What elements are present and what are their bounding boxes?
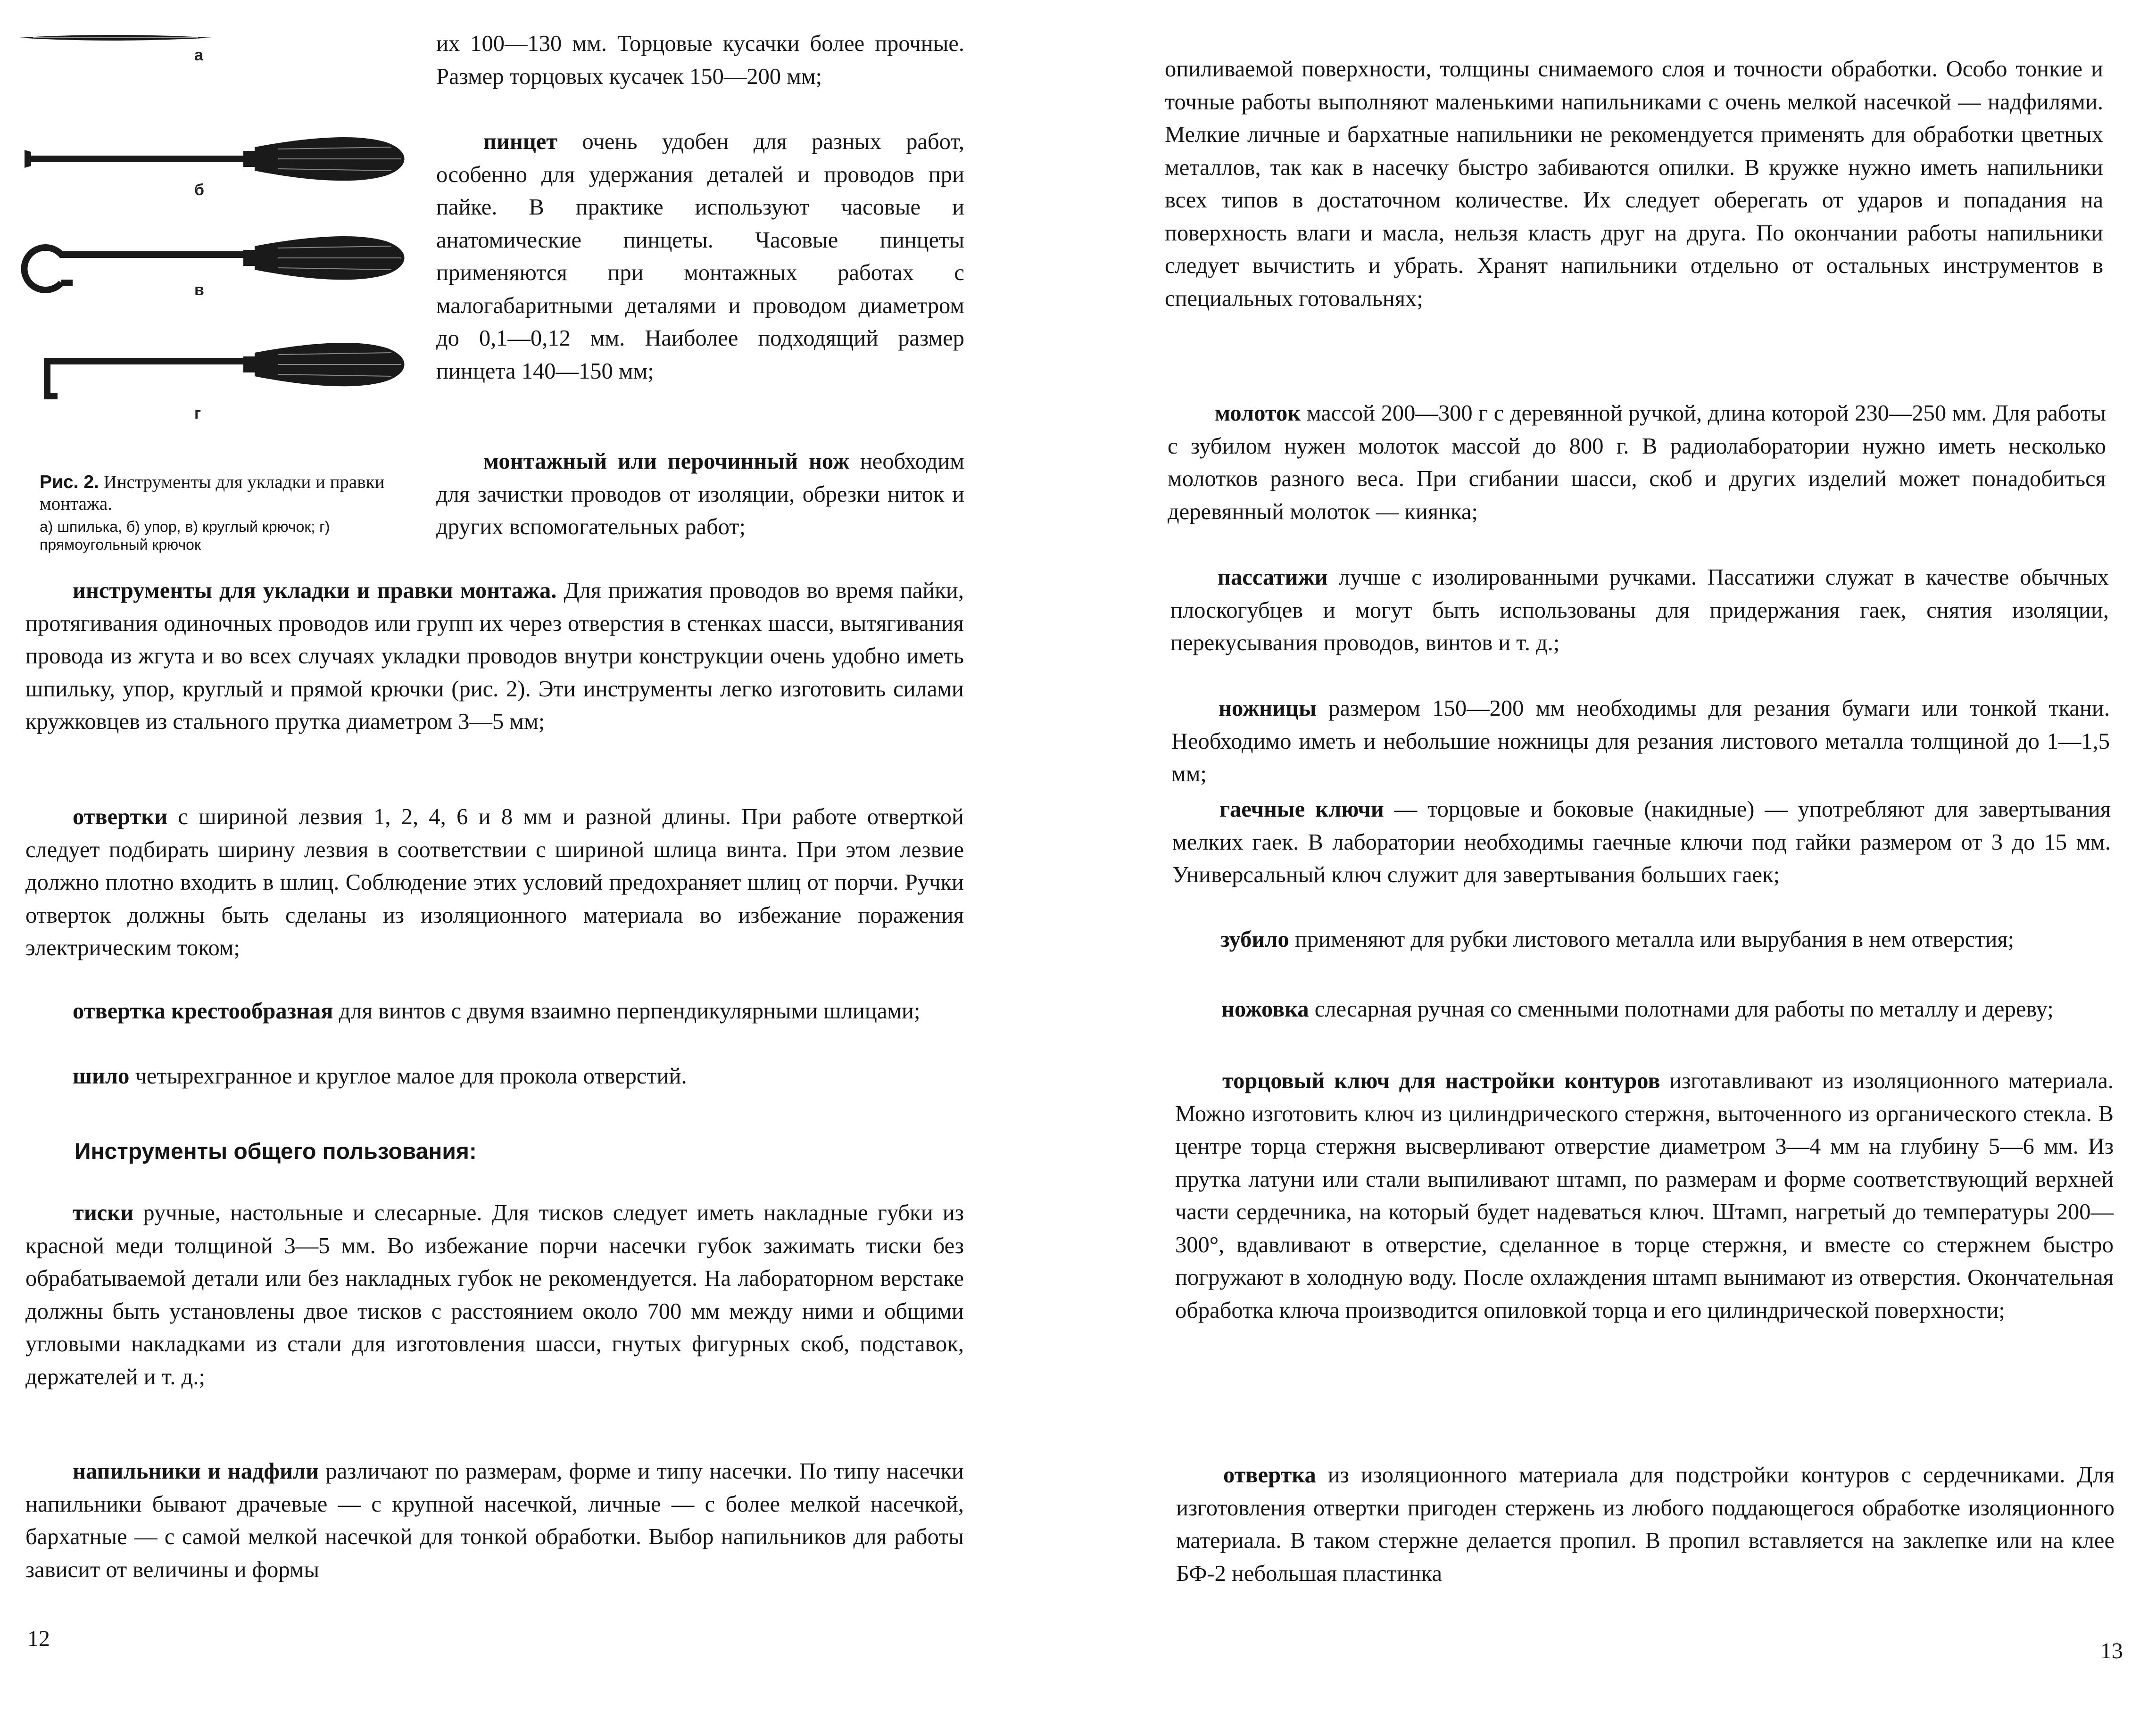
paragraph-knife: монтажный или перочинный нож необходим для зачистки проводов от изоляции, обрезки ниток и других вспомогательных работ; [436, 449, 964, 539]
paragraph-files: напильники и надфили различают по размерам, форме и типу насечки. По типу насечки напильники бывают драчевые — с крупной насечкой, личные — с более мелкой насечкой, бархатные — с самой мелкой насечкой для тонкой обработки. Выбор напильников для работы зависит от величины и формы [25, 1459, 964, 1582]
paragraph-tweezers: пинцет очень удобен для разных работ, особенно для удержания деталей и проводов при пайке. В практике используют часовые и анатомические пинцеты. Часовые пинцеты применяются при монтажных работах с малогабаритными деталями и проводом диаметром до 0,1—0,12 мм. Наиболее подходящий размер пинцета 140—150 мм; [436, 129, 964, 384]
figure-caption-title [40, 471, 422, 515]
term: отвертки [73, 804, 168, 829]
page-number-right: 13 [2100, 1638, 2123, 1663]
section-heading: Инструменты общего пользования: [75, 1139, 477, 1164]
term: монтажный или перочинный нож [483, 449, 850, 474]
term: пинцет [483, 129, 558, 154]
term: молоток [1215, 401, 1301, 426]
paragraph-vise: тиски ручные, настольные и слесарные. Для тисков следует иметь накладные губки из красной меди толщиной 3—5 мм. Во избежание порчи насечки губок зажимать тиски без обрабатываемой детали или без накладных губок не рекомендуется. На лабораторном верстаке должны быть установлены двое тисков с расстоянием около 700 мм между ними и общими угловыми накладками из стали для изготовления шасси, гнутых фигурных скоб, подставок, держателей и т. д.; [25, 1200, 964, 1389]
term: ножовка [1221, 997, 1309, 1022]
term: тиски [73, 1200, 134, 1225]
tool-pin [19, 35, 212, 41]
paragraph-awl: шило четырехгранное и круглое малое для прокола отверстий. [73, 1064, 687, 1089]
page-number-left: 12 [27, 1626, 50, 1651]
term: напильники и надфили [73, 1459, 319, 1484]
term: гаечные ключи [1219, 797, 1384, 822]
paragraph: их 100—130 мм. Торцовые кусачки более прочные. Размер торцовых кусачек 150—200 мм; [436, 31, 964, 89]
term: отвертка крестообразная [73, 999, 333, 1024]
figure-legend: а) шпилька, б) упор, в) круглый крючок; г) прямоугольный крючок [40, 518, 330, 553]
paragraph-cross-screwdriver: отвертка крестообразная для винтов с двумя взаимно перпендикулярными шлицами; [73, 999, 920, 1024]
term: пассатижи [1218, 565, 1328, 590]
figure-caption [40, 471, 422, 554]
figure-label-g: г [194, 405, 201, 422]
paragraph-screwdrivers: отвертки с шириной лезвия 1, 2, 4, 6 и 8 мм и разной длины. При работе отверткой следует подбирать ширину лезвия в соответствии с шириной шлица винта. При этом лезвие должно плотно входить в шлиц. Соблюдение этих условий предохраняет шлиц от порчи. Ручки отверток должны быть сделаны из изоляционного материала во избежание поражения электрическим током; [25, 804, 964, 960]
paragraph-files-cont: опиливаемой поверхности, толщины снимаемого слоя и точности обработки. Особо тонкие и точные работы выполняют маленькими напильниками с очень мелкой насечкой — надфилями. Мелкие личные и бархатные напильники не рекомендуется применять для обработки цветных металлов, так как в насечку быстро забиваются опилки. В кружке нужно иметь напильники всех типов в достаточном количестве. Их следует оберегать от ударов и попадания на поверхность влаги и масла, нельзя класть друг на друга. По окончании работы напильники следует вычистить и убрать. Хранят напильники отдельно от остальных инструментов в специальных готовальнях; [1165, 57, 2103, 311]
figure-label-b: б [194, 181, 205, 199]
paragraph-socket-key: торцовый ключ для настройки контуров изготавливают из изоляционного материала. Можно изготовить ключ из цилиндрического стержня, выточенного из органического стекла. В центре торца стержня высверливают отверстие диаметром 3—4 мм на глубину 5—6 мм. Из прутка латуни или стали выпиливают штамп, по размерам и форме соответствующий верхней части сердечника, на который будет надеваться ключ. Штамп, нагретый до температуры 200—300°, вдавливают в отверстие, сделанное в торце стержня, и вместе со стержнем быстро погружают в холодную воду. После охлаждения штамп вынимают из отверстия. Окончательная обработка ключа производится опиловкой торца и его цилиндрической поверхности; [1175, 1068, 2114, 1323]
paragraph-scissors: ножницы размером 150—200 мм необходимы для резания бумаги или тонкой ткани. Необходимо иметь и небольшие ножницы для резания листового металла толщиной до 1—1,5 мм; [1171, 696, 2110, 786]
tools-illustration [14, 19, 406, 462]
paragraph-pliers: пассатижи лучше с изолированными ручками. Пассатижи служат в качестве обычных плоскогубцев и могут быть использованы для придержания гаек, снятия изоляции, перекусывания проводов, винтов и т. д.; [1170, 565, 2109, 655]
paragraph-wrenches: гаечные ключи — торцовые и боковые (накидные) — употребляют для завертывания мелких гаек. В лаборатории необходимы гаечные ключи под гайки размером от 3 до 15 мм. Универсальный ключ служит для завертывания больших гаек; [1172, 797, 2111, 887]
term: зубило [1220, 927, 1289, 952]
paragraph-hacksaw: ножовка слесарная ручная со сменными полотнами для работы по металлу и дереву; [1221, 997, 2054, 1022]
paragraph-insulated-screwdriver: отвертка из изоляционного материала для подстройки контуров с сердечниками. Для изготовления отвертки пригоден стержень из любого поддающегося обработке изоляционного материала. В таком стержне делается пропил. В пропил вставляется на заклепке или на клее БФ-2 небольшая пластинка [1176, 1463, 2115, 1586]
term: шило [73, 1064, 130, 1089]
term: ножницы [1219, 696, 1317, 721]
right-page [1078, 0, 2156, 1720]
paragraph-laying-tools: инструменты для укладки и правки монтажа. Для прижатия проводов во время пайки, протягивания одиночных проводов или групп их через отверстия в стенках шасси, вытягивания провода из жгута и во всех случаях укладки проводов внутри конструкции очень удобно иметь шпильку, упор, круглый и прямой крючки (рис. 2). Эти инструменты легко изготовить силами кружковцев из стального прутка диаметром 3—5 мм; [25, 578, 964, 734]
tool-round-hook [24, 236, 404, 290]
figure-tools [14, 19, 406, 566]
figure-label-v: в [194, 281, 204, 299]
figure-caption-text: Инструменты для укладки и правки монтажа. [40, 472, 385, 514]
figure-number: Рис. 2. [40, 472, 99, 492]
tool-rect-hook [44, 343, 405, 396]
term: инструменты для укладки и правки монтажа. [73, 578, 557, 603]
term: отвертка [1223, 1463, 1316, 1488]
tool-stop [25, 137, 405, 181]
term: торцовый ключ для настройки контуров [1222, 1068, 1660, 1093]
paragraph-hammer: молоток массой 200—300 г с деревянной ручкой, длина которой 230—250 мм. Для работы с зубилом нужен молоток массой до 800 г. В радиолаборатории нужно иметь несколько молотков разного веса. При сгибании шасси, скоб и других изделий может понадобиться деревянный молоток — киянка; [1168, 401, 2106, 524]
paragraph-chisel: зубило применяют для рубки листового металла или вырубания в нем отверстия; [1220, 927, 2015, 952]
figure-label-a: а [194, 46, 203, 64]
